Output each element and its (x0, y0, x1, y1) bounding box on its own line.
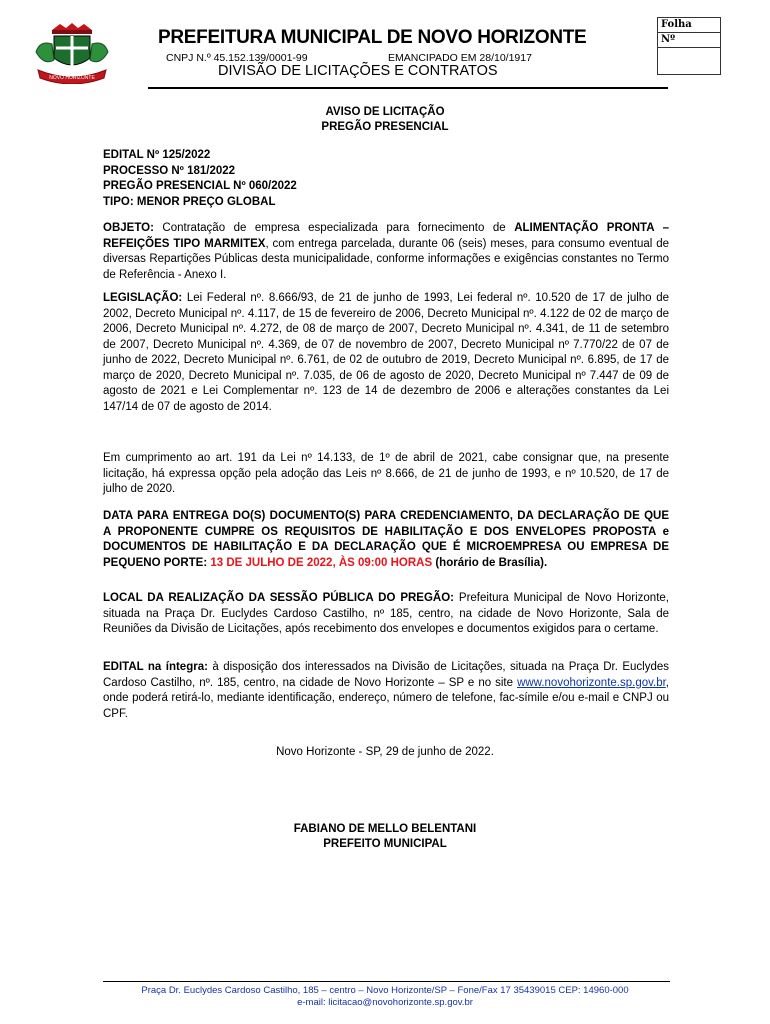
crest-motto: NOVO HORIZONTE (49, 75, 95, 81)
local-text: Prefeitura Municipal de Novo Horizonte, situada na Praça Dr. Euclydes Cardoso Castilho, nº 185, centro, na cidade de Novo Horizonte, Sala de Reuniões da Divisão de Licitações, após recebimento dos envelopes e documentos exigidos para o certame. (103, 592, 669, 635)
header-title: PREFEITURA MUNICIPAL DE NOVO HORIZONTE (158, 27, 587, 48)
edital-integra-text-2: , onde poderá retirá-lo, mediante identificação, endereço, número de telefone, fac-símile e/ou e-mail e CNPJ ou CPF. (103, 676, 669, 720)
data-entrega-tail: (horário de Brasília). (432, 556, 548, 569)
municipal-crest-icon (30, 22, 114, 84)
signatory-name: FABIANO DE MELLO BELENTANI (293, 823, 477, 835)
objeto-paragraph (103, 221, 669, 283)
objeto-text-2: , com entrega parcelada, durante 06 (seis) meses, para consumo eventual de diversas Repartições Públicas desta municipalidade, conforme informações e exigências constantes no Termo de Referência - Anexo I. (103, 237, 670, 281)
data-entrega-highlight: 13 DE JULHO DE 2022, ÀS 09:00 HORAS (210, 556, 433, 569)
notice-title-line-1: AVISO DE LICITAÇÃO (325, 106, 445, 118)
header-emancipado: EMANCIPADO EM 28/10/1917 (388, 52, 532, 64)
notice-title (0, 105, 770, 135)
footer-divider (103, 981, 670, 982)
numero-label: Nº (658, 33, 720, 48)
objeto-bold: ALIMENTAÇÃO PRONTA – REFEIÇÕES TIPO MARMITEX (103, 222, 669, 250)
header-cnpj: CNPJ N.º 45.152.139/0001-99 (166, 52, 308, 64)
legislacao-paragraph (103, 291, 669, 415)
edital-integra-paragraph (103, 660, 669, 722)
legislacao-label: LEGISLAÇÃO: (103, 292, 183, 304)
footer-email: e-mail: licitacao@novohorizonte.sp.gov.br (297, 997, 473, 1008)
pregao-number: PREGÃO PRESENCIAL Nº 060/2022 (103, 180, 297, 192)
edital-identifiers (103, 148, 669, 210)
header-division: DIVISÃO DE LICITAÇÕES E CONTRATOS (218, 63, 498, 79)
edital-integra-text-1: à disposição dos interessados na Divisão de Licitações, situada na Praça Dr. Euclydes Cardoso Castilho, nº. 185, centro, na cidade de Novo Horizonte – SP e no site (103, 661, 669, 689)
footer-address: Praça Dr. Euclydes Cardoso Castilho, 185 – centro – Novo Horizonte/SP – Fone/Fax 17 35439015 CEP: 14960-000 (141, 985, 629, 996)
notice-title-line-2: PREGÃO PRESENCIAL (321, 121, 449, 133)
edital-number: EDITAL Nº 125/2022 (103, 149, 211, 161)
cumprimento-paragraph: Em cumprimento ao art. 191 da Lei nº 14.133, de 1º de abril de 2021, cabe consignar que, na presente licitação, há expressa opção pela adoção das Leis nº 8.666, de 21 de junho de 1993, e nº 10.520, de 17 de julho de 2020. (103, 452, 669, 495)
objeto-text-1: Contratação de empresa especializada para fornecimento de (153, 222, 515, 234)
folha-stamp-box (657, 17, 721, 75)
signatory-role: PREFEITO MUNICIPAL (323, 838, 447, 850)
objeto-label: OBJETO: (103, 222, 154, 234)
folha-label: Folha (658, 18, 720, 33)
edital-integra-label: EDITAL na íntegra: (103, 661, 208, 673)
legislacao-text: Lei Federal nº. 8.666/93, de 21 de junho de 1993, Lei federal nº. 10.520 de 17 de julho de 2002, Decreto Municipal nº. 4.117, de 15 de fevereiro de 2006, Decreto Municipal nº. 4.122 de 02 de março de 2006, Decreto Municipal nº. 4.272, de 08 de março de 2007, Decreto Municipal nº. 4.341, de 11 de setembro de 2007, Decreto Municipal nº. 4.369, de 07 de novembro de 2007, Decreto Municipal nº 7.770/22 de 07 de junho de 2022, Decreto Municipal nº. 6.761, de 02 de outubro de 2019, Decreto Municipal nº. 6.895, de 17 de março de 2020, Decreto Municipal nº. 7.035, de 06 de agosto de 2020, Decreto Municipal nº 7.447 de 09 de agosto de 2021 e Lei Complementar nº. 123 de 14 de dezembro de 2006 e alterações constantes da Lei 147/14 de 07 de agosto de 2014. (103, 292, 669, 413)
date-line: Novo Horizonte - SP, 29 de junho de 2022. (276, 746, 494, 758)
local-paragraph (103, 591, 669, 638)
website-link[interactable]: www.novohorizonte.sp.gov.br (517, 676, 666, 689)
processo-number: PROCESSO Nº 181/2022 (103, 164, 236, 177)
data-entrega-text: DATA PARA ENTREGA DO(S) DOCUMENTO(S) PARA CREDENCIAMENTO, DA DECLARAÇÃO DE QUE A PROPONENTE CUMPRE OS REQUISITOS DE HABILITAÇÃO E DOS ENVELOPES PROPOSTA e DOCUMENTOS DE HABILITAÇÃO E DA DECLARAÇÃO QUE É MICROEMPRESA OU EMPRESA DE PEQUENO PORTE: (103, 510, 669, 569)
folha-blank-row (658, 48, 720, 63)
data-entrega-paragraph (103, 509, 669, 571)
tipo-line: TIPO: MENOR PREÇO GLOBAL (103, 195, 276, 208)
local-label: LOCAL DA REALIZAÇÃO DA SESSÃO PÚBLICA DO PREGÃO: (103, 592, 454, 604)
header-divider (148, 87, 668, 89)
signature-block (0, 822, 770, 852)
